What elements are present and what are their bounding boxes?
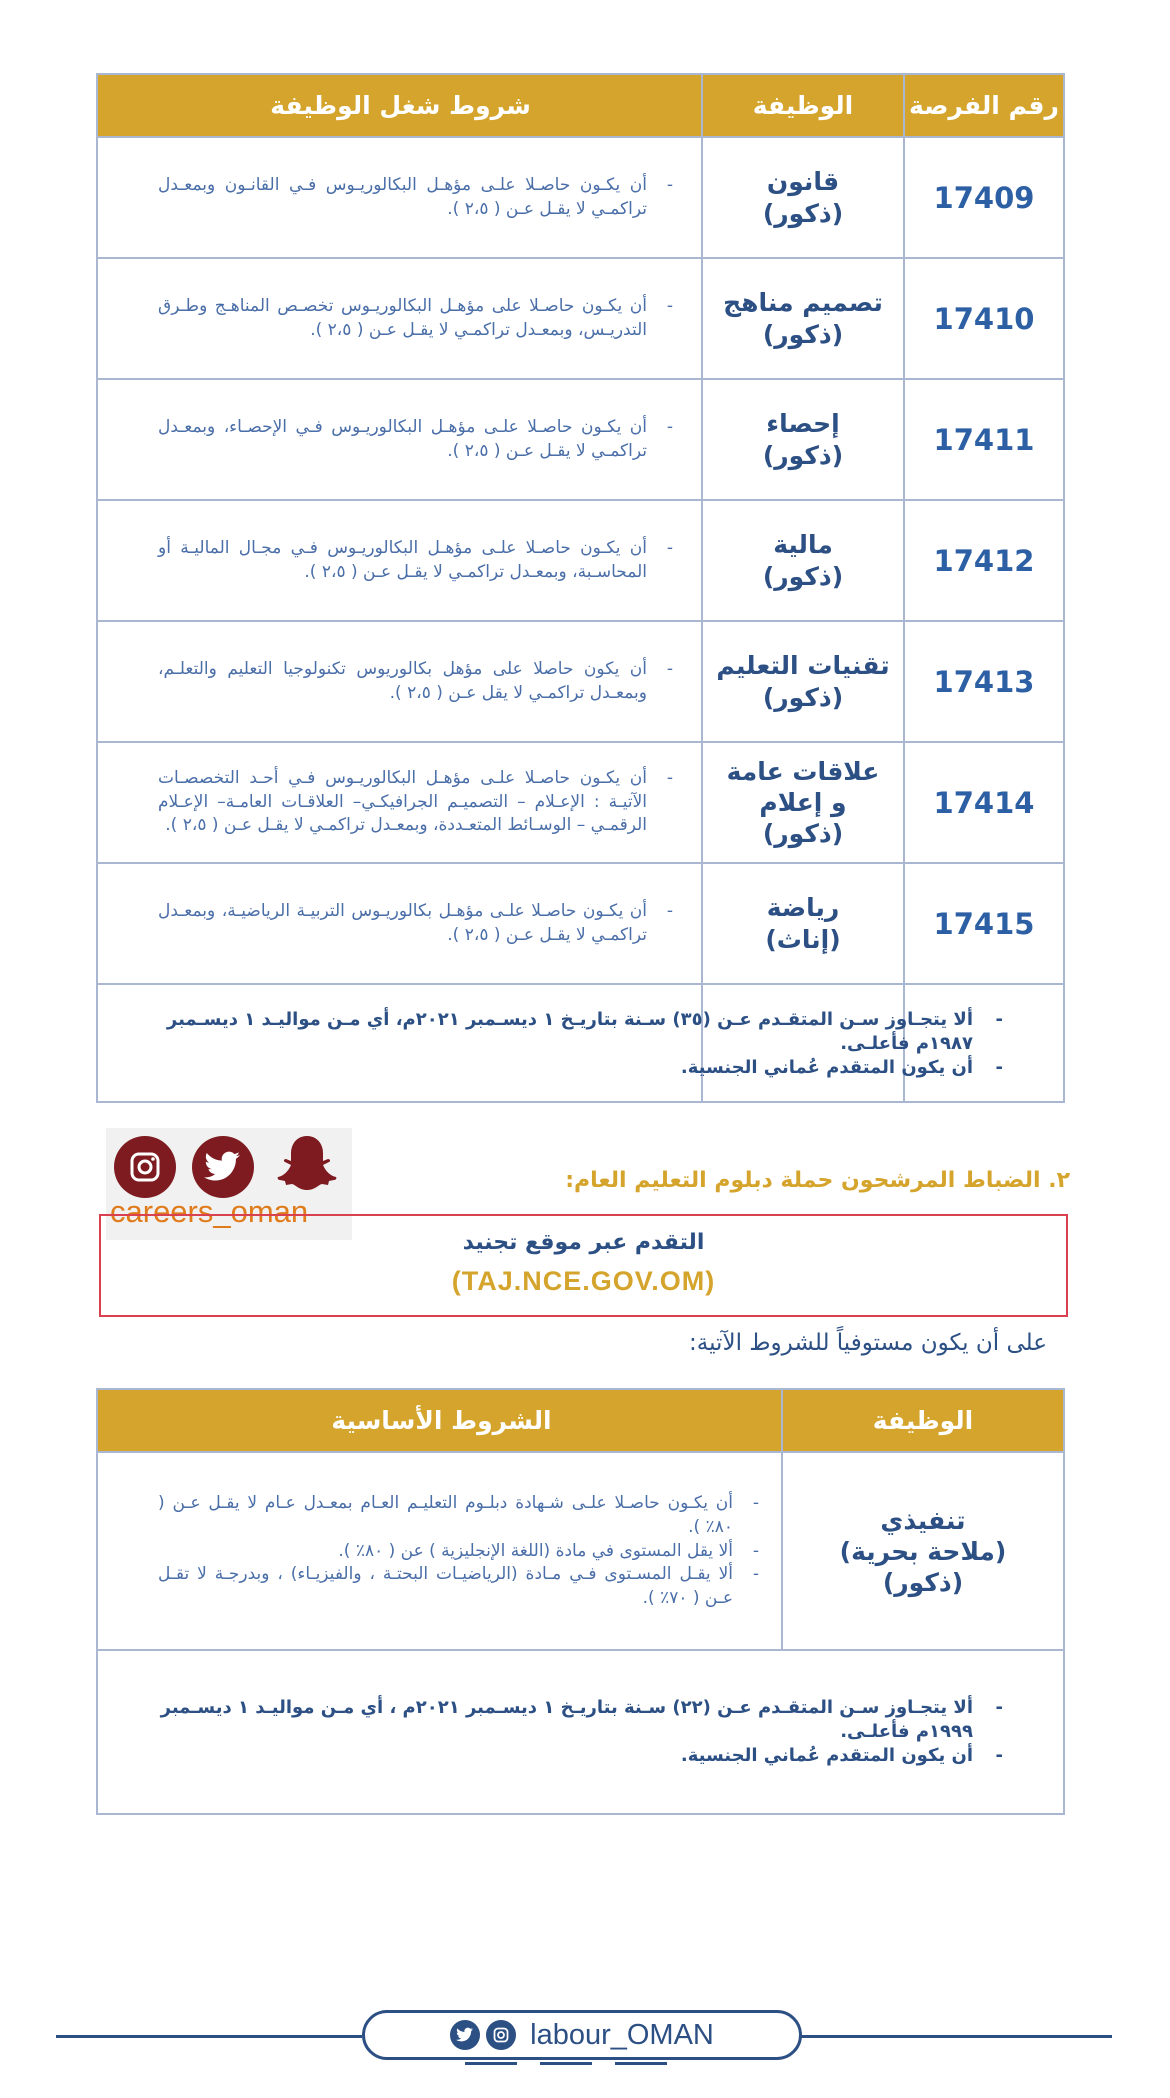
table-row [98,499,1063,620]
conditions-cell [98,138,703,257]
instagram-icon [486,2020,516,2050]
conditions-intro: على أن يكون مستوفياً للشروط الآتية: [689,1330,1047,1356]
labour-footer-badge [362,2010,802,2060]
condition-item: - أن يكـون حاصـلا علـى مؤهـل البكالوريـوس فـي مجـال الماليـة أو المحاسـبة، وبمعـدل تراكمـي لا يقـل عـن ( ٢،٥ ). [158,537,647,585]
opportunity-number: 17409 [933,180,1035,215]
job-title: رياضة (إناث) [765,893,841,954]
jobs-table [96,73,1065,1103]
labour-handle: labour_OMAN [530,2018,714,2051]
footer-note: - أن يكون المتقدم عُماني الجنسية. [124,1056,973,1080]
header-job: الوظيفة [703,75,903,136]
table-row [98,257,1063,378]
table-row [98,862,1063,983]
opportunity-number: 17415 [933,906,1035,941]
header-job: الوظيفة [783,1390,1063,1451]
job-title: علاقات عامة و إعلام (ذكور) [726,756,880,849]
footer-underline [540,2062,592,2065]
basic-conditions-table [96,1388,1065,1815]
table-row [98,1451,1063,1650]
opportunity-number: 17411 [933,422,1035,457]
twitter-icon [192,1136,254,1198]
footer-note: - ألا يتجـاوز سـن المتقـدم عـن (٣٥) سـنة بتاريـخ ١ ديسـمبر ٢٠٢١م، أي مـن مواليـد ١ ديسـمبر ١٩٨٧م فأعلـى. [124,1008,973,1057]
condition-item: - أن يكـون حاصـلا علـى شـهادة دبلـوم التعليـم العـام بمعـدل عـام لا يقـل عـن ( ٨٠٪ ). [158,1492,733,1540]
conditions-cell [98,380,703,499]
footer-note: - أن يكون المتقدم عُماني الجنسية. [124,1744,973,1768]
job-title: مالية (ذكور) [762,530,844,591]
table-footer-notes [98,1649,1063,1813]
opportunity-number: 17410 [933,301,1035,336]
footer-underline [615,2062,667,2065]
job-title: إحصاء (ذكور) [762,409,844,470]
job-title: تقنيات التعليم (ذكور) [716,651,890,712]
condition-item: - أن يكـون حاصـلا علـى مؤهـل البكالوريـوس فـي القانـون وبمعـدل تراكمـي لا يقـل عـن ( ٢،٥ ). [158,174,647,222]
apply-url-link[interactable]: (TAJ.NCE.GOV.OM) [451,1266,716,1296]
condition-item: - أن يكـون حاصـلا على مؤهـل البكالوريـوس تخصـص المناهـج وطـرق التدريـس، وبمعـدل تراكمـي لا يقـل عـن ( ٢،٥ ). [158,295,647,343]
instagram-icon [114,1136,176,1198]
job-title: تصميم مناهج (ذكور) [723,288,883,349]
table-row [98,620,1063,741]
apply-label: التقدم عبر موقع تجنيد [462,1230,705,1255]
footer-underline [465,2062,517,2065]
header-opportunity-number: رقم الفرصة [905,75,1063,136]
snapchat-icon [272,1130,342,1200]
table-row [98,378,1063,499]
header-conditions: الشروط الأساسية [98,1390,785,1451]
opportunity-number: 17413 [933,664,1035,699]
job-title: قانون (ذكور) [762,167,844,228]
section-heading: ٢. الضباط المرشحون حملة دبلوم التعليم العام: [565,1168,1070,1193]
condition-item: - أن يكون حاصلا على مؤهل بكالوريوس تكنولوجيا التعليم والتعلـم، وبمعـدل تراكمـي لا يقل عـن ( ٢،٥ ). [158,658,647,706]
footer-rule [56,2035,362,2038]
conditions-cell [98,1453,785,1650]
condition-item: - ألا يقـل المسـتوى فـي مـادة (الرياضيـات البحتـة ، والفيزيـاء) ، وبدرجـة لا تقـل عـن ( ٧٠٪ ). [158,1563,733,1611]
conditions-cell [98,501,703,620]
table-row [98,136,1063,257]
twitter-icon [450,2020,480,2050]
condition-item: - أن يكـون حاصـلا علـى مؤهـل البكالوريـوس فـي أحـد التخصصـات الآتيـة : الإعـلام – التصميـم الجرافيكـي– العلاقـات العامـة– الإعـلام الرقمـي – الوسـائط المتعـددة، وبمعـدل تراكمـي لا يقـل عـن ( ٢،٥ ). [158,767,647,838]
conditions-cell [98,622,703,741]
opportunity-number: 17414 [933,785,1035,820]
footer-rule [800,2035,1112,2038]
conditions-cell [98,743,703,862]
job-cell: تنفيذي (ملاحة بحرية) (ذكور) [839,1505,1007,1598]
conditions-cell [98,864,703,983]
condition-item: - أن يكـون حاصـلا علـى مؤهـل بكالوريـوس التربيـة الرياضيـة، وبمعـدل تراكمـي لا يقـل عـن ( ٢،٥ ). [158,900,647,948]
careers-handle: careers_oman [110,1194,309,1229]
conditions-cell [98,259,703,378]
table-footer-notes [98,983,1063,1103]
condition-item: - ألا يقل المستوى في مادة (اللغة الإنجليزية ) عن ( ٨٠٪ ). [158,1540,733,1564]
footer-note: - ألا يتجـاوز سـن المتقـدم عـن (٢٢) سـنة بتاريـخ ١ ديسـمبر ٢٠٢١م ، أي مـن مواليـد ١ ديسـمبر ١٩٩٩م فأعلـى. [124,1696,973,1745]
condition-item: - أن يكـون حاصـلا علـى مؤهـل البكالوريـوس فـي الإحصـاء، وبمعـدل تراكمـي لا يقـل عـن ( ٢،٥ ). [158,416,647,464]
apply-box [99,1214,1068,1317]
opportunity-number: 17412 [933,543,1035,578]
header-conditions: شروط شغل الوظيفة [98,75,703,136]
table-row [98,741,1063,862]
